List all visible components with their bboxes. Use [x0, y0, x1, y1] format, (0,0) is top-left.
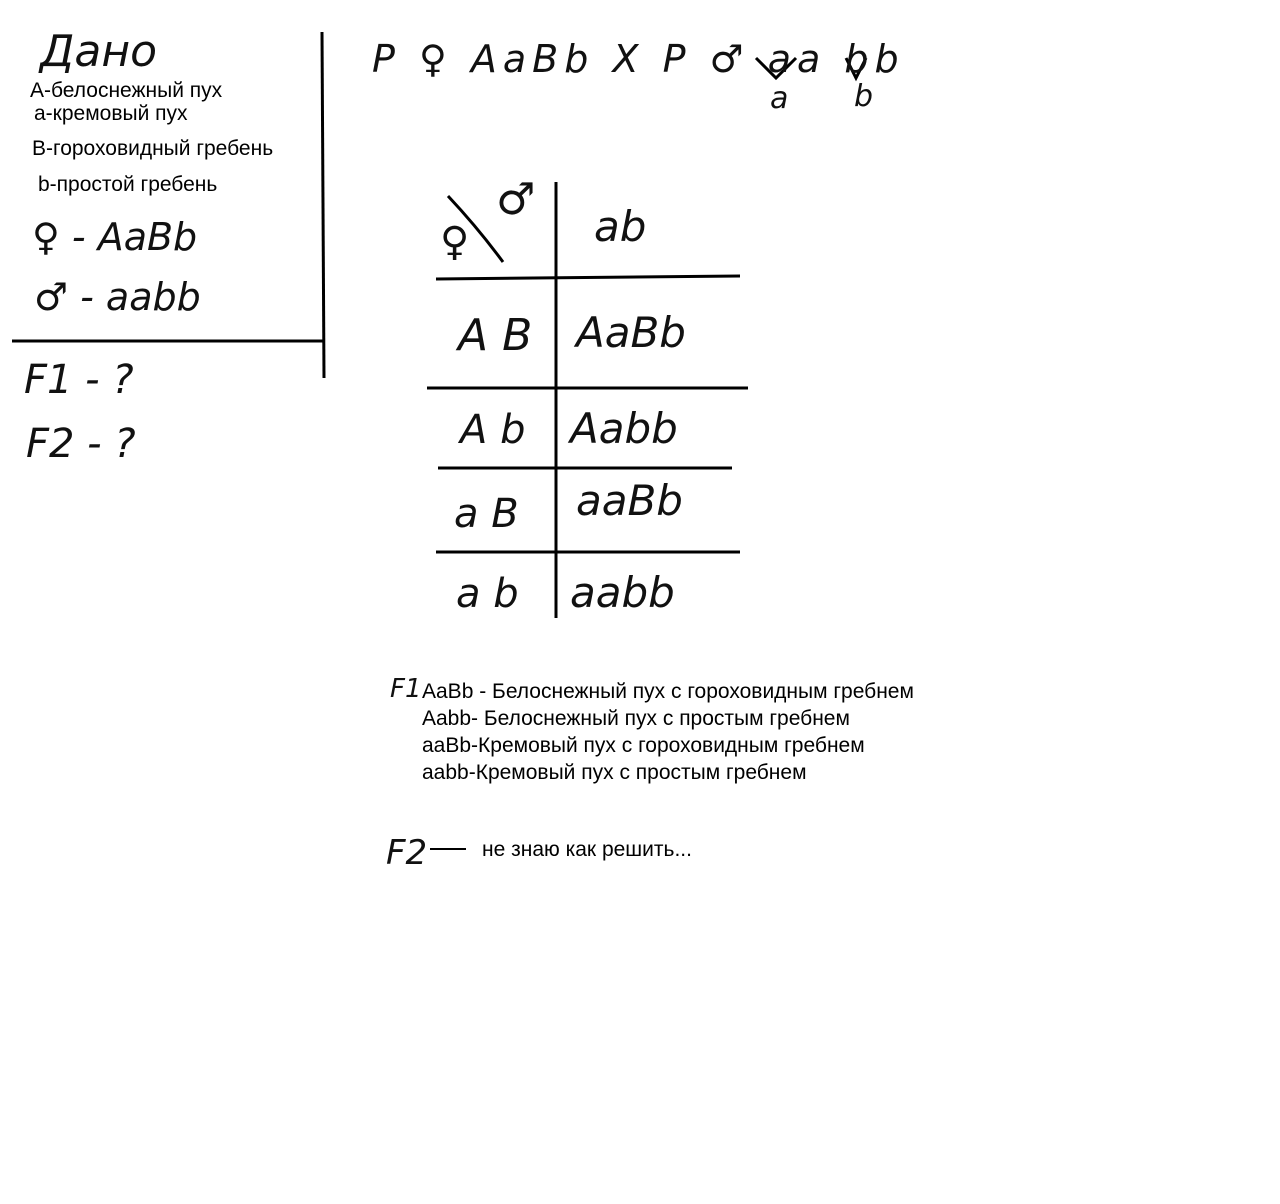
legend-item: B-гороховидный гребень: [32, 137, 274, 160]
result-line: Aabb- Белоснежный пух с простым гребнем: [422, 707, 850, 730]
result-line: aaBb-Кремовый пух с гороховидным гребнем: [422, 734, 865, 757]
male-genotype: ♂ - aabb: [34, 275, 201, 319]
results-f2-label: F2: [386, 833, 428, 873]
punnett-male-gamete: ab: [594, 202, 647, 251]
f2-question: F2 - ?: [26, 421, 136, 467]
result-line: aabb-Кремовый пух с простым гребнем: [422, 761, 807, 784]
female-genotype: ♀ - AaBb: [32, 215, 198, 259]
punnett-row-gamete: a b: [456, 571, 519, 617]
punnett-row-genotype: Aabb: [570, 404, 678, 453]
result-line: AaBb - Белоснежный пух с гороховидным гребнем: [422, 680, 914, 703]
f1-question: F1 - ?: [24, 357, 134, 403]
punnett-corner-male: ♂: [496, 174, 536, 225]
results-f2-text: не знаю как решить...: [482, 838, 692, 861]
given-vertical-rule: [322, 32, 324, 378]
punnett-row-line-1: [436, 276, 740, 279]
results-f1-label: F1: [390, 674, 422, 704]
legend-item: b-простой гребень: [38, 173, 218, 196]
parental-cross: P ♀ AaBb X P ♂ aa bb: [372, 37, 905, 81]
gamete-b: b: [854, 79, 874, 114]
given-heading: Дано: [40, 26, 158, 77]
punnett-row-gamete: a B: [454, 491, 519, 537]
legend-item: A-белоснежный пух: [30, 79, 223, 102]
gamete-a: a: [770, 81, 789, 116]
punnett-row-genotype: aabb: [570, 568, 675, 617]
punnett-row-gamete: A b: [460, 407, 526, 453]
punnett-corner-female: ♀: [440, 219, 470, 265]
legend-item: a-кремовый пух: [34, 102, 188, 125]
punnett-row-gamete: A B: [458, 310, 533, 361]
punnett-row-genotype: aaBb: [576, 476, 683, 525]
punnett-row-genotype: AaBb: [576, 308, 686, 357]
